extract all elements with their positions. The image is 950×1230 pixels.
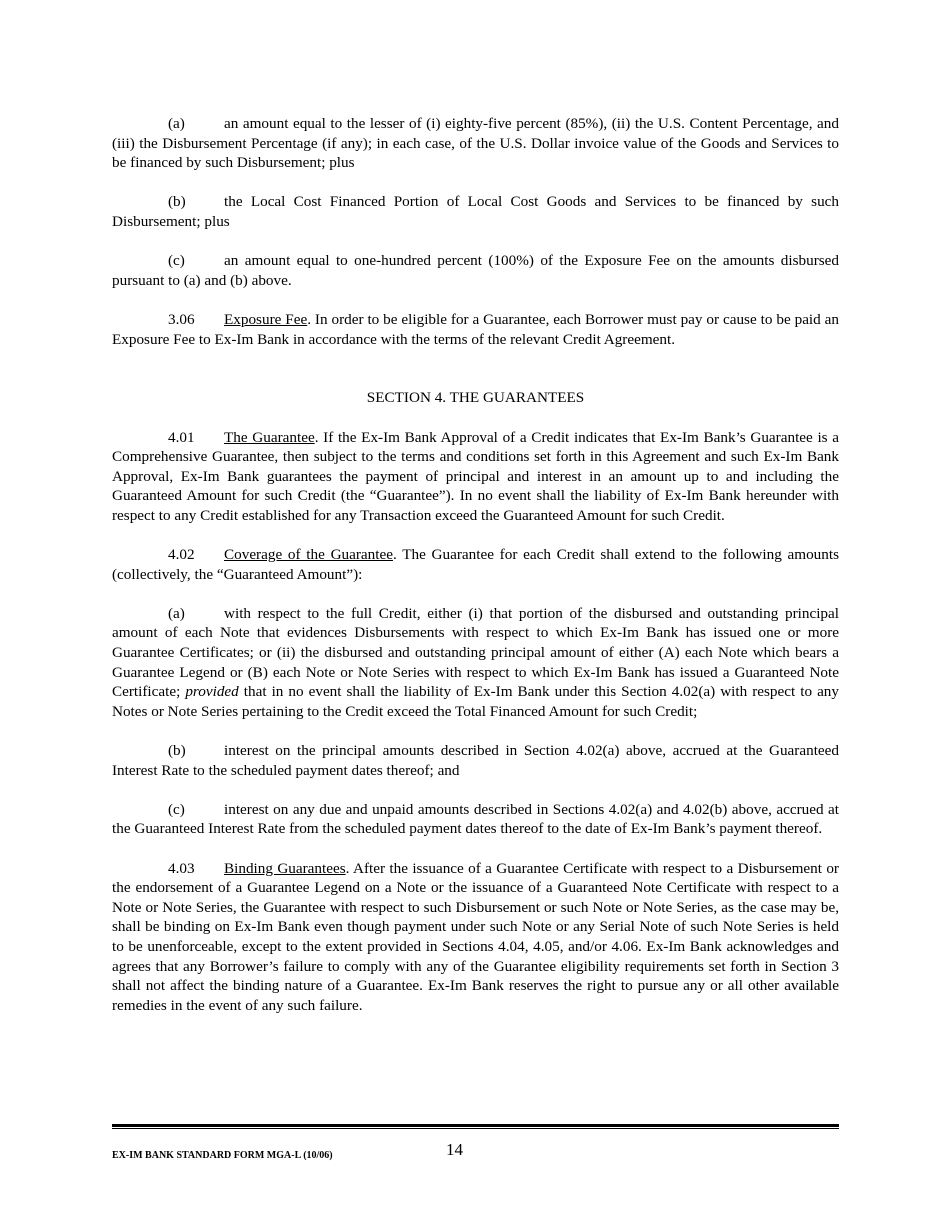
section-text: . In order to be eligible for a Guarantee, each Borrower must pay or cause to be paid an Exposure Fee to Ex-Im Bank in accordance with the terms of the relevant Credit Agreement. bbox=[112, 310, 839, 348]
item-text: interest on the principal amounts described in Section 4.02(a) above, accrued at the Guaranteed Interest Rate to the scheduled payment dates thereof; and bbox=[112, 742, 839, 779]
paragraph-c-exposure-fee-amount bbox=[112, 251, 839, 290]
footer-form-label: EX-IM BANK STANDARD FORM MGA-L (10/06) bbox=[112, 1150, 333, 1161]
section-heading: Coverage of the Guarantee bbox=[224, 546, 393, 564]
item-text: an amount equal to the lesser of (i) eighty-five percent (85%), (ii) the U.S. Content Percentage, and (iii) the Disbursement Percentage (if any); in each case, of the U.S. Dollar invoice value of the Goods and Services to be financed by such Disbursement; plus bbox=[112, 115, 839, 172]
item-label: (c) bbox=[168, 800, 185, 818]
section-4-02 bbox=[112, 545, 839, 584]
item-label: (b) bbox=[168, 742, 186, 759]
item-label: (b) bbox=[168, 193, 186, 211]
section-number: 4.02 bbox=[168, 546, 195, 564]
paragraph-b-local-cost bbox=[112, 192, 839, 231]
document-body bbox=[112, 114, 839, 1035]
item-text: interest on any due and unpaid amounts described in Sections 4.02(a) and 4.02(b) above, accrued at the Guaranteed Interest Rate from the scheduled payment dates thereof to the date of Ex-Im Bank’s payment thereof. bbox=[112, 800, 839, 838]
item-text-after: that in no event shall the liability of Ex-Im Bank under this Section 4.02(a) with respect to any Notes or Note Series pertaining to the Credit exceed the Total Financed Amount for such Credit; bbox=[112, 683, 839, 720]
section-4-03 bbox=[112, 859, 839, 1016]
section-3-06 bbox=[112, 310, 839, 349]
paragraph-4-02-c bbox=[112, 800, 839, 839]
section-heading: Binding Guarantees bbox=[224, 859, 346, 877]
section-number: 4.03 bbox=[168, 859, 195, 877]
paragraph-4-02-b bbox=[112, 741, 839, 780]
section-number: 3.06 bbox=[168, 310, 195, 328]
paragraph-4-02-a bbox=[112, 604, 839, 722]
item-label: (a) bbox=[168, 604, 185, 622]
item-label: (a) bbox=[168, 115, 185, 132]
item-italic: provided bbox=[185, 683, 239, 701]
section-4-title: SECTION 4. THE GUARANTEES bbox=[366, 389, 585, 407]
section-text: . After the issuance of a Guarantee Certificate with respect to a Disbursement or the endorsement of a Guarantee Legend on a Note or the issuance of a Guaranteed Note Certificate with respect to a Note or Note Series, the Guarantee with respect to such Disbursement or such Note or Note Series, as the case may be, shall be binding on Ex-Im Bank even though payment under such Note or any Serial Note of such Note Series is held to be unenforceable, except to the extent provided in Sections 4.04, 4.05, and/or 4.06. Ex-Im Bank acknowledges and agrees that any Borrower’s failure to comply with any of the Guarantee eligibility requirements set forth in Section 3 shall not affect the binding nature of a Guarantee. Ex-Im Bank reserves the right to pursue any or all other available remedies in the event of any such failure. bbox=[112, 859, 839, 1014]
footer-divider bbox=[112, 1124, 839, 1129]
section-4-01 bbox=[112, 428, 839, 526]
page-number: 14 bbox=[446, 1140, 463, 1159]
item-text: the Local Cost Financed Portion of Local Cost Goods and Services to be financed by such Disbursement; plus bbox=[112, 193, 839, 230]
section-text: . The Guarantee for each Credit shall extend to the following amounts (collectively, the “Guaranteed Amount”): bbox=[112, 546, 840, 583]
section-number: 4.01 bbox=[168, 428, 195, 446]
section-heading: Exposure Fee bbox=[224, 310, 308, 328]
section-heading: The Guarantee bbox=[224, 428, 315, 446]
item-text: an amount equal to one-hundred percent (100%) of the Exposure Fee on the amounts disbursed pursuant to (a) and (b) above. bbox=[112, 252, 839, 289]
item-text: with respect to the full Credit, either (i) that portion of the disbursed and outstanding principal amount of each Note that evidences Disbursements with respect to which Ex-Im Bank has issued one or more Guarantee Certificates; or (ii) the disbursed and outstanding principal amount of either (A) each Note which bears a Guarantee Legend or (B) each Note or Note Series with respect to which Ex-Im Bank has issued a Guaranteed Note Certificate; bbox=[112, 604, 839, 701]
section-text: . If the Ex-Im Bank Approval of a Credit indicates that Ex-Im Bank’s Guarantee is a Comprehensive Guarantee, then subject to the terms and conditions set forth in this Agreement and such Ex-Im Bank Approval, Ex-Im Bank guarantees the payment of principal and interest in an amount up to and including the Guaranteed Amount for such Credit (the “Guarantee”). In no event shall the liability of Ex-Im Bank hereunder with respect to any Credit established for any Transaction exceed the Guaranteed Amount for such Credit. bbox=[112, 428, 839, 524]
item-label: (c) bbox=[168, 252, 185, 270]
paragraph-a-amount bbox=[112, 114, 839, 173]
